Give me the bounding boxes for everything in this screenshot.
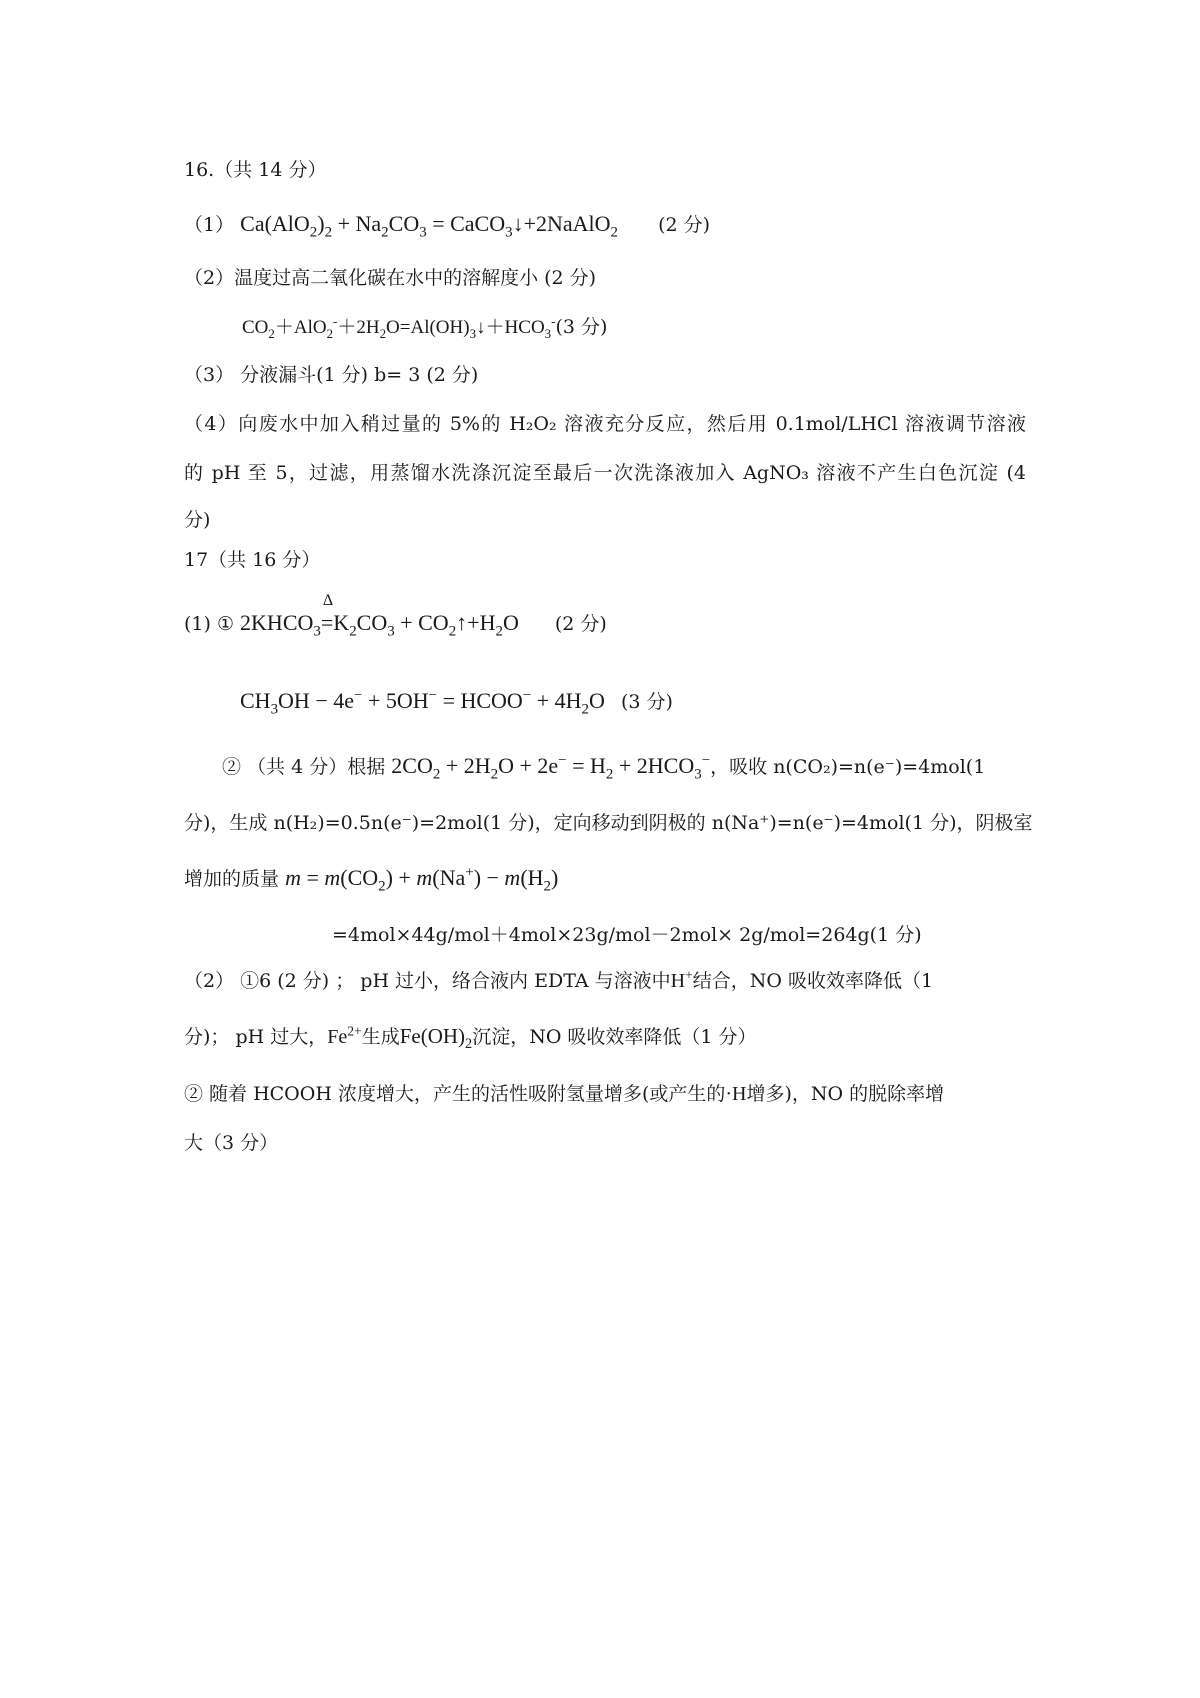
q17-part2-line3: ② 随着 HCOOH 浓度增大，产生的活性吸附氢量增多(或产生的·H增多)，NO 的脱除率增 (184, 1083, 945, 1105)
q16-part2-eq-score: (3 分) (555, 316, 608, 338)
q17-decomposition-equation: $2KHCO_3=$ Δ $K_2CO_3$ + $CO_2↑+H_2O$ (240, 592, 519, 640)
q17-mass-calc: =4mol×44g/mol＋4mol×23g/mol－2mol× 2g/mol=264g(1 分) (332, 924, 922, 946)
q17-title: 17（共 16 分） (184, 549, 321, 571)
q16-part2-equation: $CO_2+AlO_2^-+2H_2O=Al(OH)_3↓+HCO_3^-(3$ 分) (242, 313, 608, 341)
q17-part1-sub2-line2: 分)，生成 n(H₂)=0.5n(e⁻)=2mol(1 分)，定向移动到阴极的 n(Na⁺)=n(e⁻)=4mol(1 分)，阴极室 (184, 812, 1033, 834)
q16-part1-label: （1） (184, 214, 235, 236)
q17-part1-score: (2 分) (554, 613, 607, 635)
q17-part2-line2: 分)； pH 过大，$Fe^{2+}$生成$Fe(OH)_2$沉淀，NO 吸收效率降低（1 分） (184, 1023, 757, 1053)
q17-part1-label: (1) ① (184, 613, 234, 635)
q17-anode-equation: $CH_3OH - 4e^- + 5OH^-$ = HCOO− + $4H_2O$ (240, 687, 605, 718)
q16-part1-score: (2 分) (658, 214, 711, 236)
q17-cathode-equation: $2CO_2 + 2H_2O + 2e^- = H_2 + 2HCO_3^-$ (391, 752, 711, 783)
q17-mass-equation: $m = m(CO_2) + m(Na^+) - m(H_2)$ (285, 864, 559, 895)
q16-part4-line3: 分) (184, 509, 211, 531)
q17-part1-sub2-line3: 增加的质量 $m = m(CO_2) + m(Na^+) - m(H_2)$ (184, 864, 559, 895)
q16-title: 16.（共 14 分） (184, 159, 327, 181)
q16-part4-line2: 的 pH 至 5，过滤，用蒸馏水洗涤沉淀至最后一次洗涤液加入 AgNO₃ 溶液不产生白色沉淀 (4 (184, 462, 1026, 484)
q17-eq2-score: (3 分) (620, 691, 673, 713)
q17-part1-eq2 (240, 687, 673, 718)
q16-part1 (184, 211, 711, 241)
q17-part1-eq1 (184, 592, 607, 640)
q16-part3: （3） 分液漏斗(1 分) b= 3 (2 分) (184, 364, 479, 386)
q17-part1-sub2-line1: ② （共 4 分）根据 $2CO_2 + 2H_2O + 2e^- = H_2 + 2HCO_3^-$，吸收 n(CO₂)=n(e⁻)=4mol(1 (222, 752, 986, 783)
q16-part2-text: （2）温度过高二氧化碳在水中的溶解度小 (2 分) (184, 267, 597, 289)
q16-part4-line1: （4）向废水中加入稍过量的 5%的 H₂O₂ 溶液充分反应，然后用 0.1mol/LHCl 溶液调节溶液 (184, 413, 1026, 435)
q17-part2-line1: （2） ①6 (2 分) ； pH 过小，络合液内 EDTA 与溶液中H+结合，NO 吸收效率降低（1 (184, 967, 934, 992)
q17-part2-line4: 大（3 分） (184, 1132, 279, 1154)
q16-part1-equation: $Ca(AlO_2)_2 + Na_2CO_3$ = CaCO$_3$↓+2NaAlO$_2$ (240, 211, 619, 241)
